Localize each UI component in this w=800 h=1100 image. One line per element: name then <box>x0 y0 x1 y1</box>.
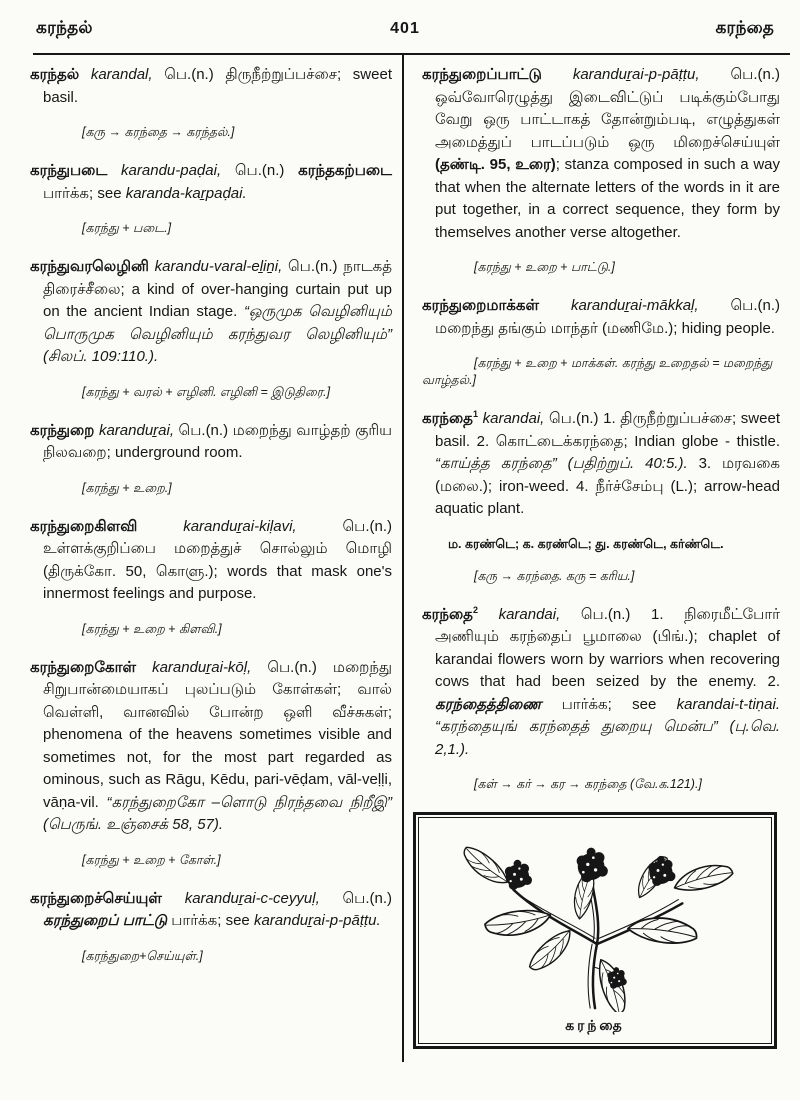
entry-text-segment: பெ.(n.) <box>221 162 299 179</box>
entry-transliteration: karandai, <box>498 605 561 623</box>
entry-text-segment: கரந்துறைப் பாட்டு <box>43 912 168 929</box>
dictionary-entry <box>30 420 392 497</box>
dictionary-entry <box>30 64 392 141</box>
entry-text-segment: பெ.(n.) மறைந்து தங்கும் மாந்தர் (மணிமே.); hiding people. <box>435 297 781 337</box>
entry-headword: கரந்தை$^2$ <box>422 604 478 623</box>
column-divider <box>402 55 404 1062</box>
entry-etym: [கரந்து + உறை.] <box>82 480 172 495</box>
figure-frame <box>418 817 772 1044</box>
entry-text-segment: பெ.(n.) நாடகத் திரைச்சீலை; a kind of over-hanging curtain put up on the ancient Indian stage. <box>43 258 392 320</box>
entry-definition <box>422 295 780 340</box>
dictionary-entry <box>30 256 392 401</box>
entry-text-segment: கரந்தைத்திணை <box>435 695 542 713</box>
entry-headword: கரந்துறைகிளவி <box>30 517 138 535</box>
figure-box <box>413 812 777 1049</box>
entry-definition <box>30 160 392 205</box>
entry-transliteration: karandu-varal-eḻiṉi, <box>154 258 283 275</box>
entry-headword: கரந்துறைகோள் <box>30 658 136 676</box>
entry-text-segment: “கரந்தையுங் கரந்தைத் துறையு மென்ப” (பு.வெ. 2,1.). <box>435 718 780 758</box>
entry-text-segment: ; stanza composed in such a way that when the alternate letters of the words in it are put together, in a correct sequence, they form by themselves another verse altogether. <box>435 156 780 241</box>
running-head-left: கரந்தல் <box>36 18 93 37</box>
entry-transliteration: karanduṟai-c-ceyyuḷ, <box>184 889 320 907</box>
entry-text-segment: “கரந்துறைகோ –ளொடு நிரந்தவை நிறீஇ” (பெருங். உஞ்சைக் 58, 57). <box>43 793 392 833</box>
entry-headword: கரந்துறைச்செய்யுள் <box>30 889 162 907</box>
entry-transliteration: karanduṟai-p-pāṭṭu, <box>572 66 700 83</box>
entry-text-segment: பார்க்க; see <box>43 184 126 202</box>
entry-definition <box>30 64 392 109</box>
entry-cognate: ம. கரண்டெ; க. கரண்டெ; து. கரண்டெ, கர்ண்டெ. <box>448 536 724 551</box>
entry-text-segment: (தண்டி. 95, உரை) <box>435 156 556 173</box>
running-header <box>36 16 774 46</box>
entry-etym: [கரந்து + உறை + கோள்.] <box>82 852 221 867</box>
entry-text-segment: கரந்தகற்படை <box>298 162 392 179</box>
entry-headword: கரந்துவரலெழினி <box>30 258 149 275</box>
entry-definition <box>30 516 392 606</box>
entry-transliteration: karanduṟai-kiḷavi, <box>183 517 297 535</box>
entry-text-segment: 3. மரவகை (மலை.); iron-weed. 4. நீர்ச்சேம்பு (L.); arrow-head aquatic plant. <box>435 455 780 517</box>
entry-etym: [கரந்து + படை.] <box>82 221 172 235</box>
dictionary-entry <box>422 408 780 585</box>
homograph-number: 2 <box>472 604 478 615</box>
dictionary-entry <box>30 888 392 965</box>
entry-headword: கரந்துறைப்பாட்டு <box>422 66 542 83</box>
entry-definition <box>30 420 392 465</box>
entry-text-segment: karanda-kaṟpaḍai. <box>125 184 247 202</box>
right-column <box>422 64 780 812</box>
entry-transliteration: karandu-paḍai, <box>121 162 222 179</box>
entry-etym: [கரந்து + உறை + மாக்கள். கரந்து உறைதல் = மறைந்து வாழ்தல்.] <box>422 356 773 387</box>
entry-transliteration: karandal, <box>90 66 153 83</box>
entry-transliteration: karandai, <box>482 410 545 427</box>
entry-definition <box>422 408 780 521</box>
entry-headword: கரந்துபடை <box>30 162 108 179</box>
entry-headword: கரந்தல் <box>30 66 80 83</box>
entry-text-segment: karanduṟai-p-pāṭṭu. <box>253 912 381 929</box>
header-rule <box>33 53 790 55</box>
entry-definition <box>30 657 392 837</box>
entry-text-segment: “காய்த்த கரந்தை” (பதிற்றுப். 40:5.). <box>435 455 688 472</box>
entry-transliteration: karanduṟai-mākkaḷ, <box>570 297 699 314</box>
entry-etym: [கரந்துறை+செய்யுள்.] <box>82 948 203 963</box>
entry-definition <box>422 64 780 244</box>
entry-text-segment: பார்க்க; see <box>541 695 677 713</box>
entry-text-segment: “ஒருமுக வெழினியும் பொருமுக வெழினியும் கரந்துவர லெழினியும்” (சிலப். 109:110.). <box>43 303 392 365</box>
entry-headword: கரந்தை$^1$ <box>422 409 478 427</box>
entry-text-segment: பார்க்க; see <box>167 912 254 929</box>
entry-definition <box>422 604 780 762</box>
entry-text-segment: பெ.(n.) திருநீற்றுப்பச்சை; sweet basil. <box>43 66 392 106</box>
entry-transliteration: karanduṟai, <box>98 421 174 439</box>
entry-text-segment: பெ.(n.) <box>319 889 392 907</box>
entry-headword: கரந்துறைமாக்கள் <box>422 297 540 314</box>
entry-etym: [கரந்து + உறை + பாட்டு.] <box>474 260 615 274</box>
entry-headword: கரந்துறை <box>30 421 95 439</box>
figure-caption: கரந்தை <box>565 1017 625 1033</box>
homograph-number: 1 <box>472 409 478 419</box>
entry-text-segment: karandai-t-tiṇai. <box>676 695 780 713</box>
dictionary-entry <box>422 604 780 794</box>
dictionary-entry <box>30 160 392 237</box>
dictionary-entry <box>30 657 392 869</box>
dictionary-entry <box>422 295 780 389</box>
plant-illustration <box>420 822 770 1012</box>
entry-definition <box>30 888 392 933</box>
dictionary-entry <box>30 516 392 638</box>
running-head-right: கரந்தை <box>715 18 774 37</box>
entry-etym: [கரு → கரந்தை. கரு = கரிய.] <box>474 568 635 583</box>
entry-text-segment: பெ.(n.) 1. திருநீற்றுப்பச்சை; sweet basil. 2. கொட்டைக்கரந்தை; Indian globe - thistle. <box>435 410 780 450</box>
dictionary-entry <box>422 64 780 276</box>
left-column <box>30 64 392 984</box>
page-number: 401 <box>390 20 420 37</box>
entry-transliteration: karanduṟai-kōḷ, <box>152 658 252 676</box>
entry-text-segment: பெ.(n.) ஒவ்வோரெழுத்து இடைவிட்டுப் படிக்கும்போது வேறு ஒரு பாட்டாகத் தோன்றும்படி, எழுத்துகள் அமைத்துப் பாடப்படும் ஒரு மிறைச்செய்யுள் <box>435 66 780 151</box>
entry-etym: [கரந்து + வரல் + எழினி. எழினி = இடுதிரை.] <box>82 384 331 399</box>
entry-text-segment: பெ.(n.) மறைந்து வாழ்தற் குரிய நிலவறை; underground room. <box>43 421 392 461</box>
entry-etym: [கள் → கர் → கர → கரந்தை (வே.க.121).] <box>474 777 702 791</box>
entry-definition <box>30 256 392 369</box>
entry-text-segment: பெ.(n.) உள்ளக்குறிப்பை மறைத்துச் சொல்லும் மொழி (திருக்கோ. 50, கொளு.); words that mask one's innermost feelings and purpose. <box>43 517 393 602</box>
entry-text-segment: பெ.(n.) 1. நிரைமீட்போர் அணியும் கரந்தைப் பூமாலை (பிங்.); chaplet of karandai flowers worn by warriors when recovering cows that had been seized by the enemy. 2. <box>435 605 781 690</box>
entry-etym: [கரந்து + உறை + கிளவி.] <box>82 621 222 636</box>
entry-etym: [கரு → கரந்தை → கரந்தல்.] <box>82 125 235 139</box>
entry-text-segment: பெ.(n.) மறைந்து சிறுபான்மையாகப் புலப்படும் கோள்கள்; வால் வெள்ளி, வானவில் போன்ற ஒளி வீச்சுகள்; phenomena of the heavens sometimes visible and sometimes not, for the most part regarded as ominous, such as Rāgu, Kēdu, pari-vēḍam, vāl-veḷḷi, vāṇa-vil. <box>43 658 392 811</box>
